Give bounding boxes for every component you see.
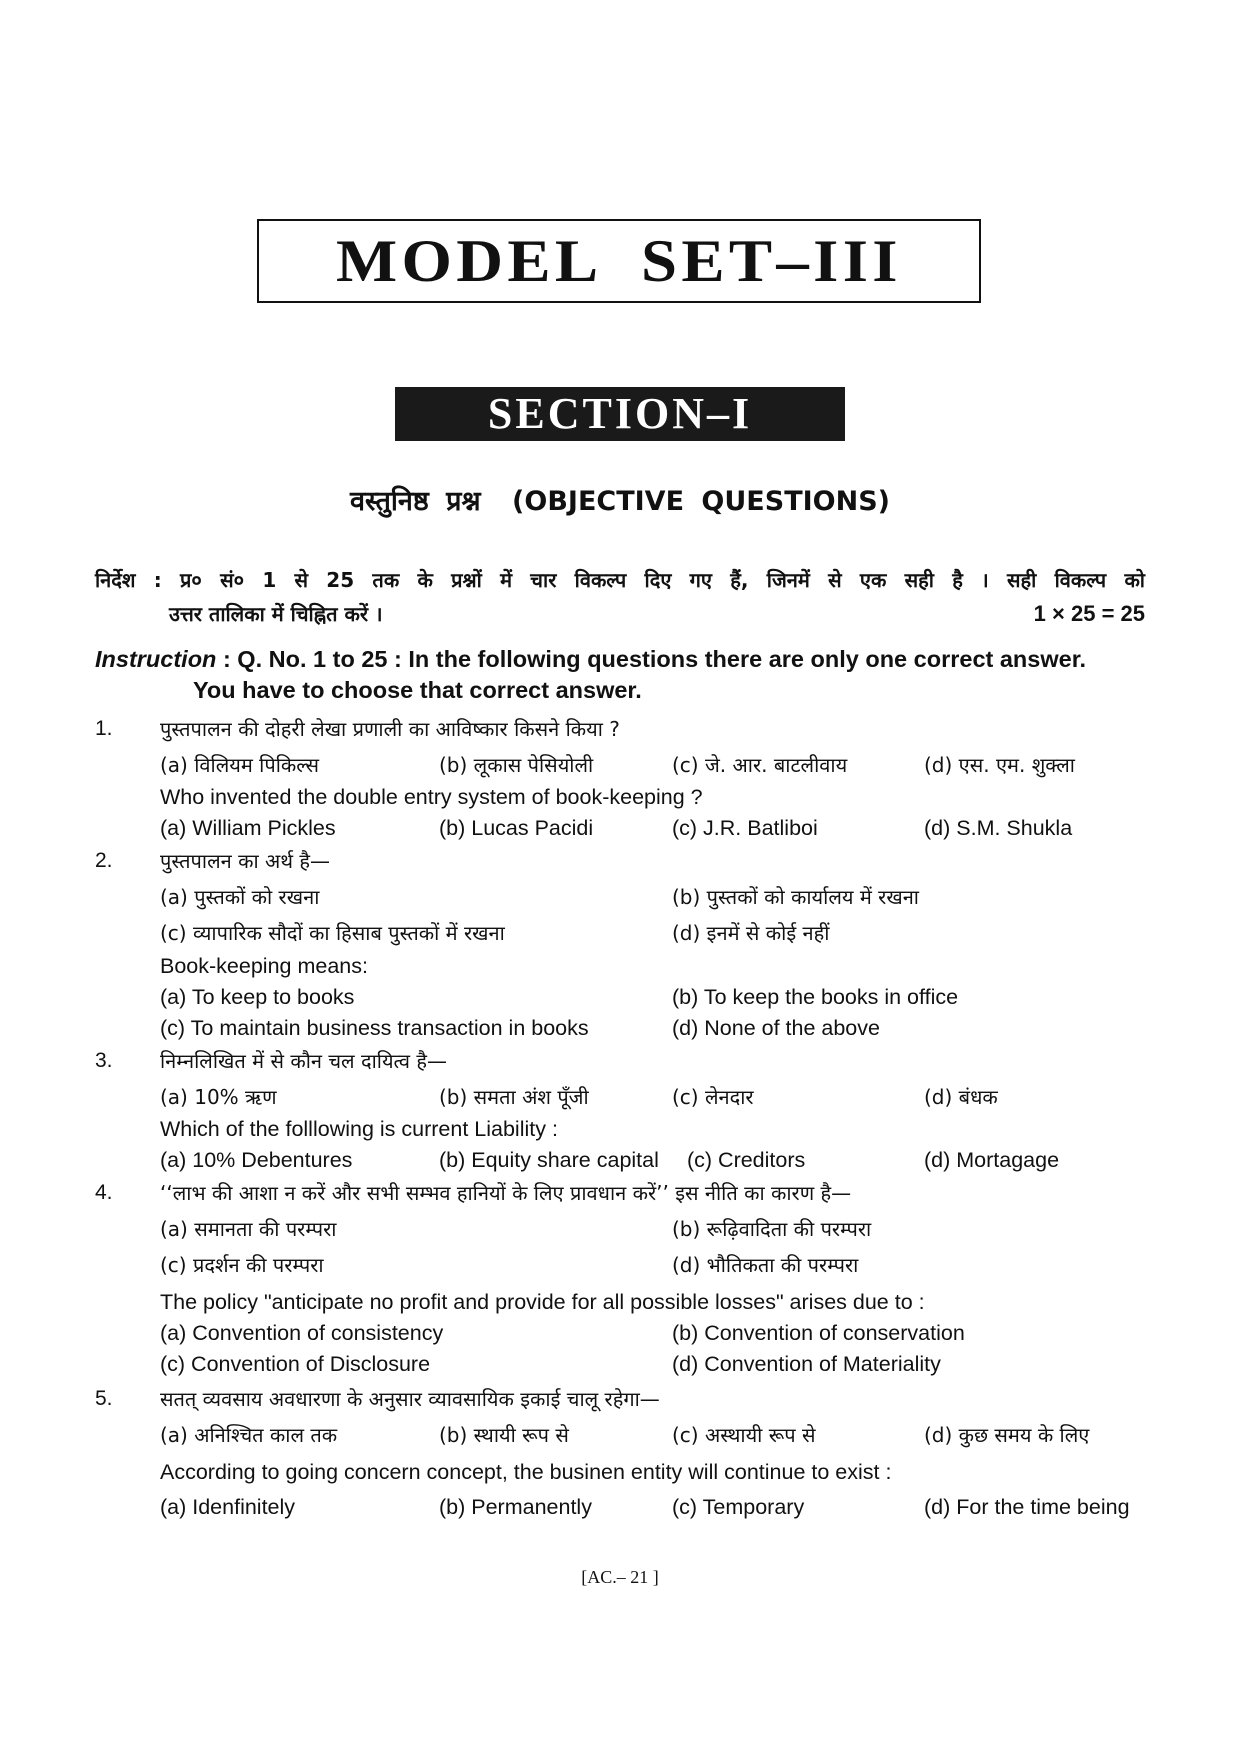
option-d-hindi: (d) भौतिकता की परम्परा bbox=[672, 1253, 859, 1277]
option-c-english: (c) Convention of Disclosure bbox=[160, 1352, 431, 1376]
option-c-hindi: (c) व्यापारिक सौदों का हिसाब पुस्तकों में रखना bbox=[160, 921, 505, 945]
instruction-line1-row bbox=[95, 644, 1155, 675]
option-a-hindi: (a) समानता की परम्परा bbox=[160, 1217, 337, 1241]
question-hindi: सतत् व्यवसाय अवधारणा के अनुसार व्यावसायिक इकाई चालू रहेगा— bbox=[160, 1387, 660, 1411]
option-c-english: (c) J.R. Batliboi bbox=[672, 816, 818, 840]
option-a-english: (a) 10% Debentures bbox=[160, 1148, 353, 1172]
option-b-hindi: (b) स्थायी रूप से bbox=[439, 1423, 569, 1447]
option-d-english: (d) Convention of Materiality bbox=[672, 1352, 941, 1376]
option-d-english: (d) For the time being bbox=[924, 1495, 1130, 1519]
option-a-english: (a) To keep to books bbox=[160, 985, 355, 1009]
hindi-directions-line2-row bbox=[95, 597, 1145, 631]
option-c-hindi: (c) जे. आर. बाटलीवाय bbox=[672, 753, 848, 777]
option-b-english: (b) Convention of conservation bbox=[672, 1321, 965, 1345]
option-b-english: (b) Permanently bbox=[439, 1495, 592, 1519]
option-b-english: (b) Equity share capital bbox=[439, 1148, 659, 1172]
option-a-english: (a) William Pickles bbox=[160, 816, 336, 840]
option-c-hindi: (c) प्रदर्शन की परम्परा bbox=[160, 1253, 324, 1277]
option-b-english: (b) Lucas Pacidi bbox=[439, 816, 594, 840]
model-set-title-box bbox=[257, 219, 981, 303]
question-hindi: निम्नलिखित में से कौन चल दायित्व है— bbox=[160, 1049, 447, 1073]
section-title-box bbox=[395, 387, 845, 441]
hindi-directions-line1: निर्देश : प्र० सं० 1 से 25 तक के प्रश्नों में चार विकल्प दिए गए हैं, जिनमें से एक सही है । सही विकल्प को bbox=[95, 568, 1145, 592]
option-b-english: (b) To keep the books in office bbox=[672, 985, 959, 1009]
option-a-hindi: (a) पुस्तकों को रखना bbox=[160, 885, 320, 909]
option-a-hindi: (a) अनिश्चित काल तक bbox=[160, 1423, 338, 1447]
question-english: According to going concern concept, the businen entity will continue to exist : bbox=[160, 1460, 892, 1484]
option-c-hindi: (c) लेनदार bbox=[672, 1085, 754, 1109]
option-d-english: (d) None of the above bbox=[672, 1016, 880, 1040]
option-d-english: (d) Mortagage bbox=[924, 1148, 1060, 1172]
instruction-line2: You have to choose that correct answer. bbox=[193, 677, 642, 703]
hindi-directions-line2: उत्तर तालिका में चिह्नित करें । bbox=[169, 602, 383, 626]
option-d-english: (d) S.M. Shukla bbox=[924, 816, 1073, 840]
question-english: Who invented the double entry system of book-keeping ? bbox=[160, 785, 703, 809]
objective-english: (OBJECTIVE QUESTIONS) bbox=[512, 486, 890, 517]
option-a-english: (a) Convention of consistency bbox=[160, 1321, 444, 1345]
option-d-hindi: (d) बंधक bbox=[924, 1085, 998, 1109]
option-b-hindi: (b) लूकास पेसियोली bbox=[439, 753, 594, 777]
question-hindi: पुस्तपालन का अर्थ है— bbox=[160, 849, 331, 873]
question-number: 1. bbox=[95, 717, 113, 740]
question-number: 2. bbox=[95, 849, 113, 872]
instruction-label: Instruction bbox=[95, 646, 217, 672]
hindi-directions bbox=[95, 563, 1145, 631]
question-number: 5. bbox=[95, 1387, 113, 1410]
marks-formula: 1 × 25 = 25 bbox=[1033, 601, 1145, 626]
option-d-hindi: (d) एस. एम. शुक्ला bbox=[924, 753, 1075, 777]
question-hindi: पुस्तपालन की दोहरी लेखा प्रणाली का आविष्कार किसने किया ? bbox=[160, 717, 620, 741]
option-c-hindi: (c) अस्थायी रूप से bbox=[672, 1423, 816, 1447]
section-title: SECTION–I bbox=[487, 389, 753, 438]
option-c-english: (c) To maintain business transaction in books bbox=[160, 1016, 589, 1040]
option-d-hindi: (d) कुछ समय के लिए bbox=[924, 1423, 1090, 1447]
question-english: The policy "anticipate no profit and provide for all possible losses" arises due to : bbox=[160, 1290, 925, 1314]
question-number: 4. bbox=[95, 1181, 113, 1204]
english-instruction bbox=[95, 644, 1155, 706]
page-footer-code: [AC.– 21 ] bbox=[581, 1567, 659, 1587]
option-c-english: (c) Temporary bbox=[672, 1495, 805, 1519]
objective-heading bbox=[0, 484, 1240, 520]
option-b-hindi: (b) पुस्तकों को कार्यालय में रखना bbox=[672, 885, 919, 909]
question-english: Which of the folllowing is current Liability : bbox=[160, 1117, 558, 1141]
objective-hindi: वस्तुनिष्ठ प्रश्न bbox=[350, 486, 481, 517]
option-b-hindi: (b) समता अंश पूँजी bbox=[439, 1085, 589, 1109]
option-a-english: (a) Idenfinitely bbox=[160, 1495, 296, 1519]
question-number: 3. bbox=[95, 1049, 113, 1072]
option-a-hindi: (a) विलियम पिकिल्स bbox=[160, 753, 320, 777]
question-english: Book-keeping means: bbox=[160, 954, 368, 978]
option-c-english: (c) Creditors bbox=[687, 1148, 806, 1172]
question-hindi: ‘‘लाभ की आशा न करें और सभी सम्भव हानियों के लिए प्रावधान करें’’ इस नीति का कारण है— bbox=[160, 1181, 852, 1205]
option-d-hindi: (d) इनमें से कोई नहीं bbox=[672, 921, 830, 945]
option-b-hindi: (b) रूढ़िवादिता की परम्परा bbox=[672, 1217, 872, 1241]
model-set-title: MODEL SET–III bbox=[336, 228, 902, 294]
instruction-line1: : Q. No. 1 to 25 : In the following questions there are only one correct answer. bbox=[222, 646, 1087, 672]
option-a-hindi: (a) 10% ऋण bbox=[160, 1085, 277, 1109]
